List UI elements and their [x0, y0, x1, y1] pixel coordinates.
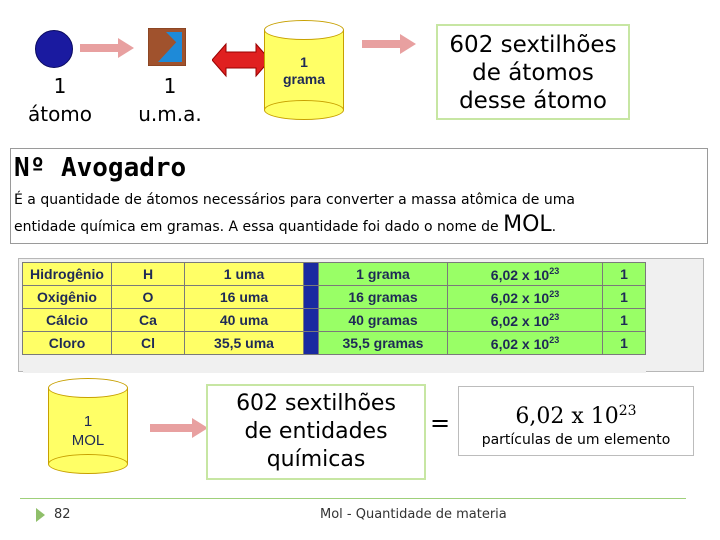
cell-symbol-text: O	[142, 289, 154, 305]
atom-label-text: átomo	[27, 102, 93, 126]
cell-mol-text: 1	[620, 266, 628, 282]
cell-mass-text: 35,5 uma	[214, 335, 274, 351]
cell-avogadro-exp: 23	[549, 288, 560, 299]
cell-grams	[319, 309, 448, 332]
cell-symbol	[112, 263, 185, 286]
cell-empty	[319, 355, 448, 374]
entities-line3: químicas	[266, 447, 366, 472]
cell-avogadro	[448, 286, 603, 309]
cell-mol-text: 1	[620, 312, 628, 328]
cell-empty	[112, 355, 185, 374]
uma-label-text: u.m.a.	[138, 102, 202, 126]
cell-grams-text: 35,5 gramas	[342, 335, 424, 351]
cell-grams	[319, 286, 448, 309]
avogadro-value-box	[458, 386, 694, 456]
element-table-grid	[22, 262, 646, 373]
definition-text-line2	[14, 212, 556, 240]
mol-cylinder-number: 1	[83, 413, 93, 430]
atom-label-number: 1	[53, 74, 67, 98]
page-marker-icon	[36, 508, 45, 522]
entities-line2: de entidades	[244, 419, 388, 444]
cell-mol-text: 1	[620, 335, 628, 351]
cell-element-text: Cloro	[48, 335, 86, 351]
cell-element	[23, 263, 112, 286]
cell-element	[23, 309, 112, 332]
cell-mass-text: 1 uma	[223, 266, 265, 282]
uma-label	[130, 72, 210, 128]
table-row	[23, 309, 646, 332]
cell-separator	[304, 332, 319, 355]
arrow-right-icon	[80, 36, 136, 60]
cell-avogadro-text: 6,02 x 10	[490, 335, 550, 352]
atoms-result-line1: 602 sextilhões	[449, 32, 617, 58]
double-arrow-icon	[212, 42, 270, 78]
atoms-result-box	[436, 24, 630, 120]
definition-text-part2: entidade química em gramas. A essa quantidade foi dado o nome de	[14, 219, 504, 235]
cell-mol	[603, 309, 646, 332]
cell-avogadro	[448, 263, 603, 286]
gram-cylinder	[264, 20, 344, 120]
cell-mol	[603, 263, 646, 286]
cell-avogadro-text: 6,02 x 10	[490, 289, 550, 306]
cell-mass	[185, 263, 304, 286]
cell-grams-text: 1 grama	[356, 266, 410, 282]
cell-mass-text: 16 uma	[219, 289, 269, 305]
cell-grams	[319, 263, 448, 286]
cell-empty	[304, 355, 319, 374]
cell-element	[23, 286, 112, 309]
cell-empty	[185, 355, 304, 374]
footer-divider	[20, 498, 686, 499]
cell-mass	[185, 309, 304, 332]
atoms-result-line3: desse átomo	[459, 88, 607, 114]
cell-element-text: Cálcio	[45, 312, 88, 328]
gram-cylinder-text: grama	[282, 71, 326, 87]
avogadro-value-exp: 23	[618, 403, 637, 419]
footer-title: Mol - Quantidade de materia	[320, 507, 507, 522]
arrow-right-icon	[150, 416, 210, 440]
atoms-result-line2: de átomos	[472, 60, 594, 86]
cell-avogadro-exp: 23	[549, 334, 560, 345]
cell-symbol	[112, 332, 185, 355]
element-table	[18, 258, 704, 372]
cell-mass	[185, 286, 304, 309]
cell-grams-text: 16 gramas	[348, 289, 418, 305]
cell-empty	[448, 355, 603, 374]
cell-symbol-text: Cl	[141, 335, 155, 351]
cell-mass-text: 40 uma	[219, 312, 269, 328]
cell-avogadro-text: 6,02 x 10	[490, 266, 550, 283]
entities-box	[206, 384, 426, 480]
table-row	[23, 286, 646, 309]
mol-cylinder	[48, 378, 128, 474]
cell-element	[23, 332, 112, 355]
mol-cylinder-text: MOL	[71, 432, 105, 449]
cell-avogadro-exp: 23	[549, 311, 560, 322]
cell-mol	[603, 332, 646, 355]
entities-line1: 602 sextilhões	[236, 391, 396, 416]
cell-symbol-text: Ca	[139, 312, 157, 328]
cell-grams	[319, 332, 448, 355]
avogadro-value-base: 6,02 x 10	[515, 404, 619, 429]
cell-separator	[304, 309, 319, 332]
table-row	[23, 332, 646, 355]
cell-separator	[304, 286, 319, 309]
equals-sign: =	[430, 409, 451, 437]
cell-avogadro	[448, 332, 603, 355]
cell-avogadro	[448, 309, 603, 332]
table-row	[23, 263, 646, 286]
particles-text: partículas de um elemento	[481, 432, 671, 448]
gram-cylinder-number: 1	[300, 54, 308, 70]
avogadro-value	[459, 397, 693, 431]
atom-label	[20, 72, 100, 128]
arrow-right-icon	[362, 32, 418, 56]
definition-heading: Nº Avogadro	[14, 153, 187, 183]
table-empty-row	[23, 355, 646, 374]
cell-empty	[23, 355, 112, 374]
cell-mass	[185, 332, 304, 355]
atom-circle-icon	[35, 30, 73, 68]
cell-element-text: Hidrogênio	[30, 266, 104, 282]
cell-empty	[603, 355, 646, 374]
cell-mol-text: 1	[620, 289, 628, 305]
uma-label-number: 1	[163, 74, 177, 98]
cell-avogadro-text: 6,02 x 10	[490, 312, 550, 329]
cell-separator	[304, 263, 319, 286]
cell-element-text: Oxigênio	[37, 289, 97, 305]
cell-symbol	[112, 309, 185, 332]
cell-avogadro-exp: 23	[549, 265, 560, 276]
cell-symbol-text: H	[142, 266, 154, 282]
cell-symbol	[112, 286, 185, 309]
definition-period: .	[551, 219, 557, 235]
definition-text-line1: É a quantidade de átomos necessários para converter a massa atômica de uma	[14, 192, 575, 208]
cell-grams-text: 40 gramas	[348, 312, 418, 328]
mol-word: MOL	[503, 212, 552, 237]
page-number: 82	[54, 507, 71, 522]
cell-mol	[603, 286, 646, 309]
uma-square-icon	[148, 28, 186, 66]
